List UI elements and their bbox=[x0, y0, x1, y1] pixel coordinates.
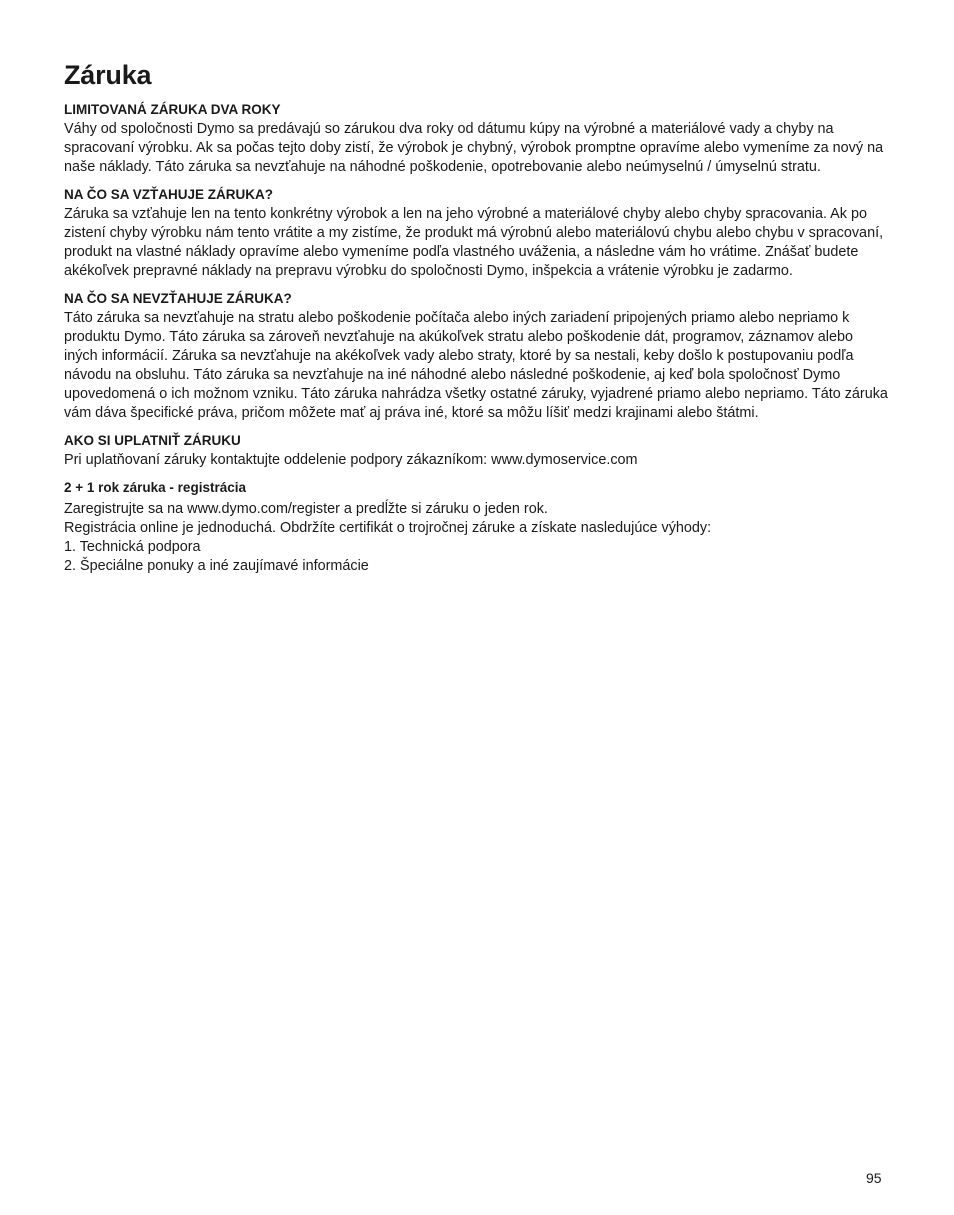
page-number: 95 bbox=[866, 1170, 882, 1186]
section-registration bbox=[64, 478, 890, 576]
section-text: Pri uplatňovaní záruky kontaktujte oddelenie podpory zákazníkom: www.dymoservice.com bbox=[64, 452, 638, 468]
registration-line: Zaregistrujte sa na www.dymo.com/register a predĺžte si záruku o jeden rok. bbox=[64, 501, 548, 517]
section-heading: LIMITOVANÁ ZÁRUKA DVA ROKY bbox=[64, 102, 281, 117]
document-page bbox=[64, 58, 890, 584]
section-text: Táto záruka sa nevzťahuje na stratu alebo poškodenie počítača alebo iných zariadení pripojených priamo alebo nepriamo k produktu Dymo. Táto záruka sa zároveň nevzťahuje na akúkoľvek stratu alebo poškodenie dát, programov, záznamov alebo iných informácií. Záruka sa nevzťahuje na akékoľvek vady alebo straty, ktoré by sa nestali, keby došlo k postupovaniu podľa návodu na obsluhu. Táto záruka sa nevzťahuje na iné náhodné alebo následné poškodenie, aj keď bola spoločnosť Dymo upovedomená o ich možnom vzniku. Táto záruka nahrádza všetky ostatné záruky, vyjadrené priamo alebo nepriamo. Táto záruka vám dáva špecifické práva, pričom môžete mať aj práva iné, ktoré sa môžu líšiť medzi krajinami alebo štátmi. bbox=[64, 310, 888, 421]
registration-heading: 2 + 1 rok záruka - registrácia bbox=[64, 480, 246, 495]
section-heading: NA ČO SA VZŤAHUJE ZÁRUKA? bbox=[64, 187, 273, 202]
registration-line: 2. Špeciálne ponuky a iné zaujímavé informácie bbox=[64, 558, 369, 574]
registration-line: 1. Technická podpora bbox=[64, 539, 201, 555]
section-heading: AKO SI UPLATNIŤ ZÁRUKU bbox=[64, 433, 241, 448]
registration-line: Registrácia online je jednoduchá. Obdržíte certifikát o trojročnej záruke a získate nasledujúce výhody: bbox=[64, 520, 712, 536]
section-claim bbox=[64, 431, 890, 470]
section-text: Záruka sa vzťahuje len na tento konkrétny výrobok a len na jeho výrobné a materiálové chyby alebo chyby spracovania. Ak po zistení chyby výrobku nám tento vrátite a my zistíme, že produkt má výrobnú alebo materiálovú chybu alebo chybu v spracovaní, produkt na vlastné náklady opravíme alebo vymeníme podľa vlastného uváženia, a následne vám ho vrátime. Znášať budete akékoľvek prepravné náklady na prepravu výrobku do spoločnosti Dymo, inšpekcia a vrátenie výrobku je zadarmo. bbox=[64, 206, 884, 279]
section-exclusions bbox=[64, 289, 890, 423]
section-heading: NA ČO SA NEVZŤAHUJE ZÁRUKA? bbox=[64, 291, 292, 306]
page-title: Záruka bbox=[64, 60, 152, 90]
section-text: Váhy od spoločnosti Dymo sa predávajú so zárukou dva roky od dátumu kúpy na výrobné a materiálové vady a chyby na spracovaní výrobku. Ak sa počas tejto doby zistí, že výrobok je chybný, výrobok promptne opravíme alebo vymeníme za nový na naše náklady. Táto záruka sa nevzťahuje na náhodné poškodenie, opotrebovanie alebo neúmyselnú / úmyselnú stratu. bbox=[64, 121, 884, 175]
section-coverage bbox=[64, 185, 890, 281]
section-limited-warranty bbox=[64, 100, 890, 177]
